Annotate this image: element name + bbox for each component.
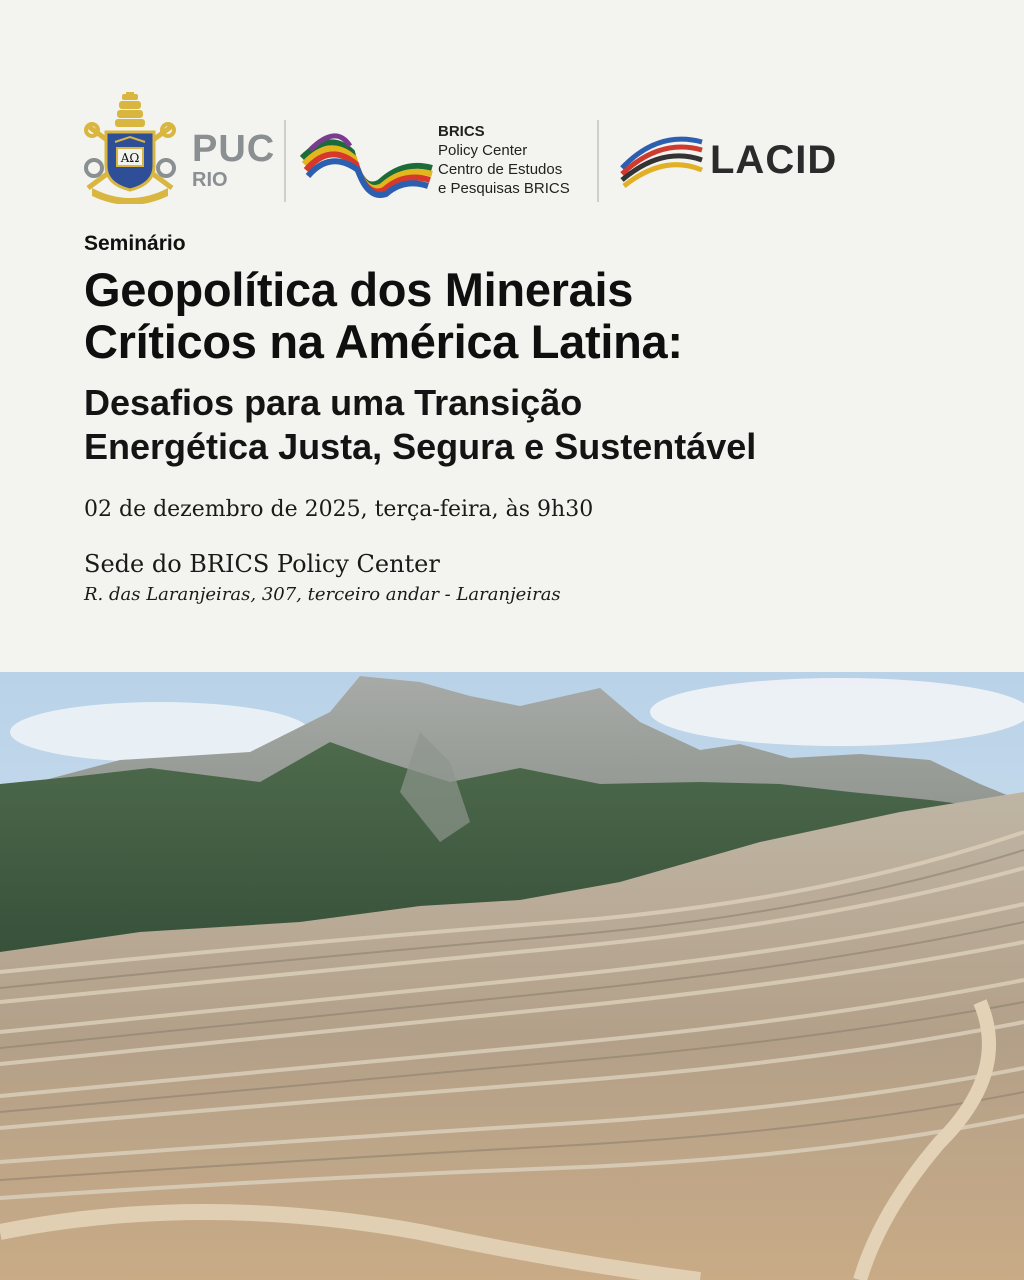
event-kicker: Seminário — [84, 232, 186, 255]
puc-rio-logo — [82, 92, 276, 208]
brics-wave-icon — [300, 122, 434, 202]
event-subtitle-line1: Desafios para uma Transição — [84, 382, 583, 423]
puc-crest-icon — [82, 92, 178, 204]
event-title — [84, 264, 984, 368]
event-info — [84, 232, 984, 607]
event-title-line2: Críticos na América Latina: — [84, 315, 683, 368]
lacid-swoosh-icon — [618, 132, 704, 192]
event-title-line1: Geopolítica dos Minerais — [84, 263, 634, 316]
mine-landscape-photo — [0, 672, 1024, 1280]
logo-bar — [82, 92, 842, 208]
svg-text:AΩ: AΩ — [120, 151, 140, 165]
brics-line2: Policy Center — [438, 142, 528, 159]
puc-sub: RIO — [192, 169, 228, 191]
event-subtitle — [84, 381, 984, 469]
open-pit-mine-image — [0, 672, 1024, 1280]
brics-text — [438, 122, 570, 198]
brics-policy-center-logo — [300, 114, 590, 204]
event-address: R. das Laranjeiras, 307, terceiro andar - Laranjeiras — [84, 584, 561, 605]
logo-divider — [284, 120, 286, 202]
event-date: 02 de dezembro de 2025, terça-feira, às 9h30 — [84, 497, 594, 522]
lacid-name: LACID — [710, 138, 838, 182]
puc-name: PUC — [192, 128, 276, 170]
logo-divider — [597, 120, 599, 202]
brics-line4: e Pesquisas BRICS — [438, 180, 570, 197]
event-venue: Sede do BRICS Policy Center — [84, 550, 440, 578]
brics-line1: BRICS — [438, 123, 485, 140]
brics-line3: Centro de Estudos — [438, 161, 563, 178]
event-subtitle-line2: Energética Justa, Segura e Sustentável — [84, 426, 757, 467]
lacid-logo — [618, 132, 848, 192]
